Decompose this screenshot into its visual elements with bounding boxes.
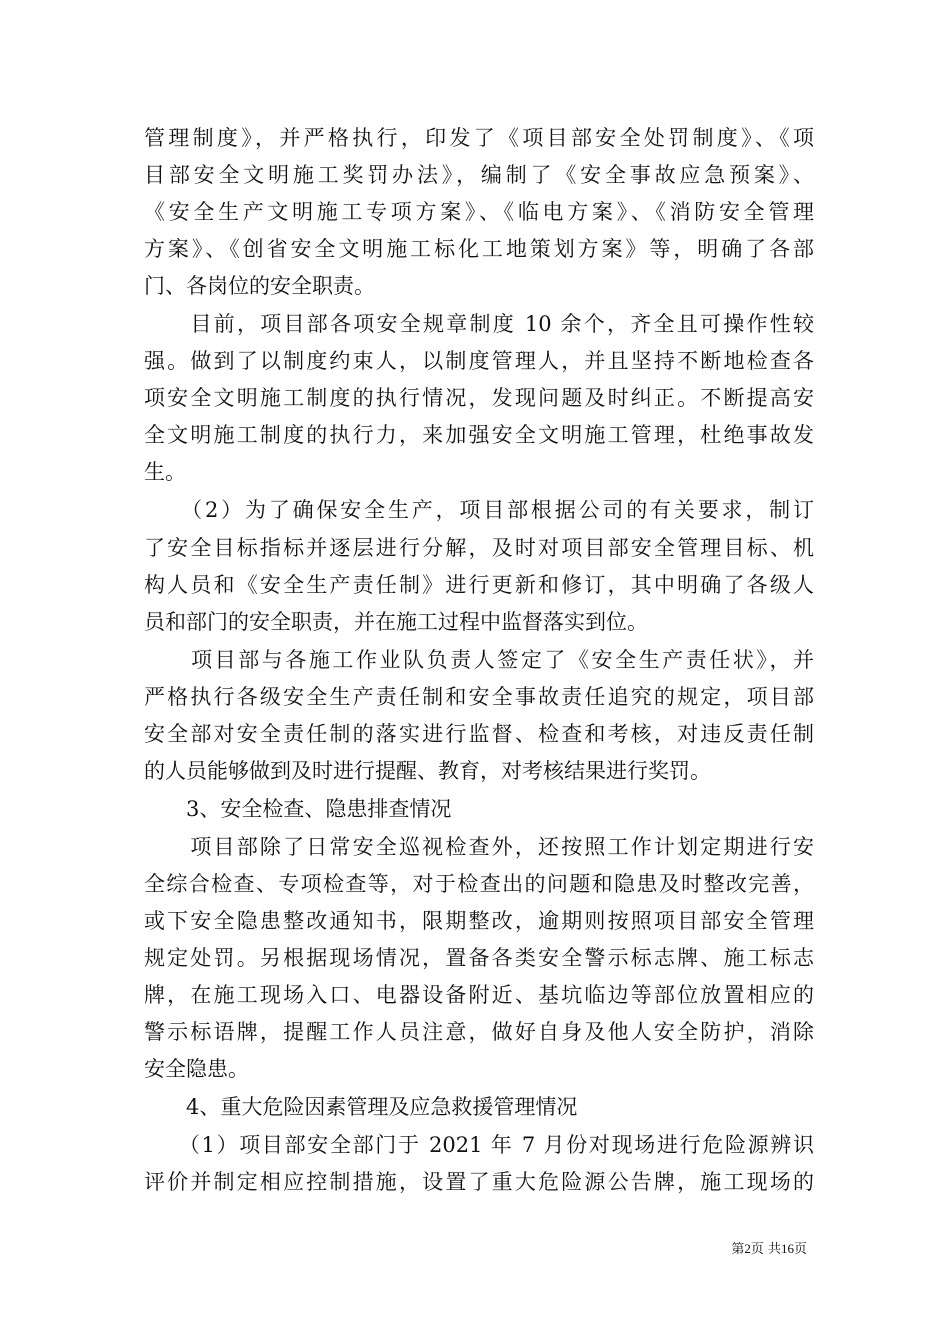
body-line: 全文明施工制度的执行力，来加强安全文明施工管理，杜绝事故发 <box>144 423 814 447</box>
body-line: 了安全目标指标并逐层进行分解，及时对项目部安全管理目标、机 <box>144 536 814 560</box>
body-line: 目前，项目部各项安全规章制度 10 余个，齐全且可操作性较 <box>144 312 814 336</box>
body-line: 生。 <box>144 460 186 484</box>
body-line: 员和部门的安全职责，并在施工过程中监督落实到位。 <box>144 610 648 634</box>
body-line: 或下安全隐患整改通知书，限期整改，逾期则按照项目部安全管理 <box>144 909 814 933</box>
body-line: 项安全文明施工制度的执行情况，发现问题及时纠正。不断提高安 <box>144 386 814 410</box>
current-page-number: 2 <box>744 1241 751 1256</box>
body-line: 警示标语牌，提醒工作人员注意，做好自身及他人安全防护，消除 <box>144 1020 814 1044</box>
body-line: 方案》、《创省安全文明施工标化工地策划方案》等，明确了各部 <box>144 237 814 261</box>
section-heading: 4、重大危险因素管理及应急救援管理情况 <box>144 1095 578 1119</box>
body-line: 安全隐患。 <box>144 1057 249 1081</box>
footer-prefix: 第 <box>731 1242 745 1257</box>
body-line: 目部安全文明施工奖罚办法》，编制了《安全事故应急预案》、 <box>144 163 814 187</box>
body-line: 牌，在施工现场入口、电器设备附近、基坑临边等部位放置相应的 <box>144 983 814 1007</box>
body-line: 门、各岗位的安全职责。 <box>144 274 375 298</box>
body-line: 严格执行各级安全生产责任制和安全事故责任追究的规定，项目部 <box>144 685 814 709</box>
body-line: 构人员和《安全生产责任制》进行更新和修订，其中明确了各级人 <box>144 573 814 597</box>
body-line: 项目部与各施工作业队负责人签定了《安全生产责任状》，并 <box>144 648 814 672</box>
footer-suffix: 页 <box>793 1242 807 1257</box>
body-line: 安全部对安全责任制的落实进行监督、检查和考核，对违反责任制 <box>144 722 814 746</box>
body-line: （1）项目部安全部门于 2021 年 7 月份对现场进行危险源辨识 <box>144 1133 814 1157</box>
body-line: 《安全生产文明施工专项方案》、《临电方案》、《消防安全管理 <box>144 200 814 224</box>
body-line: 项目部除了日常安全巡视检查外，还按照工作计划定期进行安 <box>144 835 814 859</box>
body-line: 评价并制定相应控制措施，设置了重大危险源公告牌，施工现场的 <box>144 1170 814 1194</box>
footer-middle: 页 共 <box>750 1242 781 1257</box>
body-line: 规定处罚。另根据现场情况，置备各类安全警示标志牌、施工标志 <box>144 946 814 970</box>
body-line: 管理制度》，并严格执行，印发了《项目部安全处罚制度》、《项 <box>144 126 814 150</box>
body-line: 强。做到了以制度约束人，以制度管理人，并且坚持不断地检查各 <box>144 349 814 373</box>
body-line: 全综合检查、专项检查等，对于检查出的问题和隐患及时整改完善， <box>144 872 814 896</box>
page-number-footer <box>731 1240 807 1259</box>
body-line: 的人员能够做到及时进行提醒、教育，对考核结果进行奖罚。 <box>144 759 711 783</box>
total-pages-number: 16 <box>780 1241 794 1256</box>
section-heading: 3、安全检查、隐患排查情况 <box>144 797 452 821</box>
body-line: （2）为了确保安全生产，项目部根据公司的有关要求，制订 <box>144 498 814 522</box>
